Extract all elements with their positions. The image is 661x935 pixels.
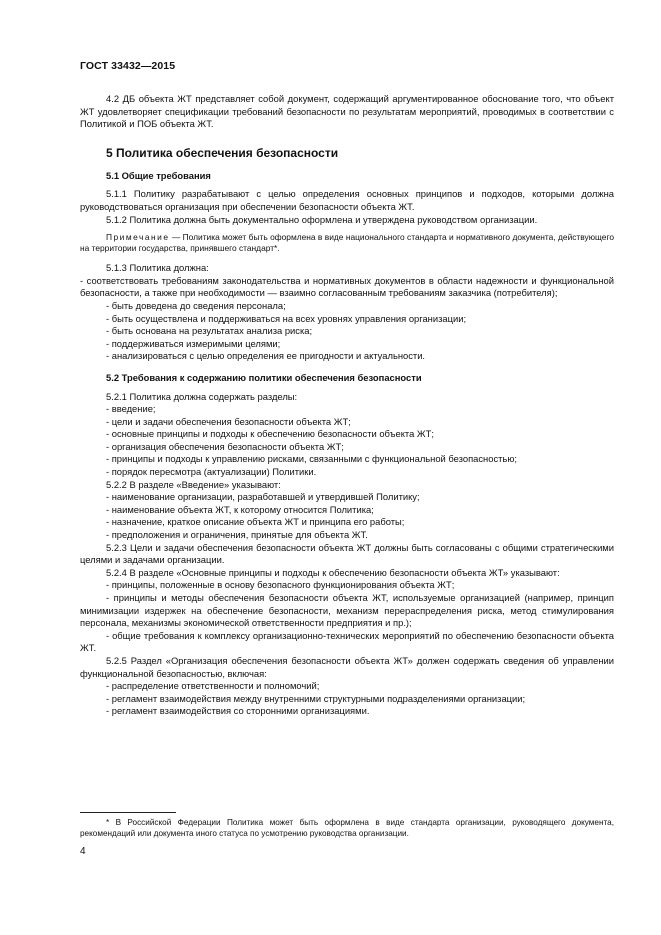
paragraph-5-1-2: 5.1.2 Политика должна быть документально оформлена и утверждена руководством организации. — [106, 213, 538, 225]
paragraph-4-2: 4.2 ДБ объекта ЖТ представляет собой документ, содержащий аргументированное обоснование того, что объект ЖТ удовлетворяет спецификации требований безопасности по результатам мероприятий, проводимых в соответствии с Политикой и ПОБ объекта ЖТ. — [80, 93, 614, 130]
list-item: - порядок пересмотра (актуализации) Политики. — [106, 466, 317, 478]
paragraph-5-2-5: 5.2.5 Раздел «Организация обеспечения безопасности объекта ЖТ» должен содержать сведения об управлении функциональной безопасностью, включая: — [80, 654, 614, 679]
list-item: - поддерживаться измеримыми целями; — [106, 337, 281, 349]
section-5-1-title: 5.1 Общие требования — [106, 169, 211, 181]
list-item: - предположения и ограничения, принятые для объекта ЖТ. — [106, 529, 368, 541]
list-5-2-5 — [80, 680, 614, 718]
paragraph-5-2-3: 5.2.3 Цели и задачи обеспечения безопасности объекта ЖТ должны быть согласованы с общими стратегическими целями и задачами организации. — [80, 541, 614, 566]
list-item: - общие требования к комплексу организационно-технических мероприятий по обеспечению безопасности объекта ЖТ. — [80, 629, 614, 654]
list-item: - анализироваться с целью определения ее пригодности и актуальности. — [106, 350, 426, 362]
list-5-2-1 — [80, 403, 614, 479]
page-body — [80, 93, 614, 718]
list-item: - принципы, положенные в основу безопасного функционирования объекта ЖТ; — [106, 579, 455, 591]
list-item: - основные принципы и подходы к обеспечению безопасности объекта ЖТ; — [106, 428, 434, 440]
list-item: - регламент взаимодействия со сторонними организациями. — [106, 705, 370, 717]
note-label: Примечание — [106, 232, 170, 243]
list-item: - принципы и методы обеспечения безопасности объекта ЖТ, используемые организацией (например, принцип минимизации издержек на обеспечение безопасности, механизм перераспределения риска, метод стимулирования персонала, механизмы экономической ответственности предприятия и пр.); — [80, 592, 614, 629]
list-5-1-3 — [80, 275, 614, 363]
paragraph-5-1-3: 5.1.3 Политика должна: — [106, 262, 209, 274]
footnote: * В Российской Федерации Политика может быть оформлена в виде стандарта организации, руководящего документа, рекомендаций или документа иного статуса по усмотрению руководства организации. — [80, 818, 614, 838]
paragraph-5-2-2: 5.2.2 В разделе «Введение» указывают: — [106, 478, 281, 490]
list-item: - распределение ответственности и полномочий; — [106, 680, 320, 692]
list-item: - быть доведена до сведения персонала; — [106, 299, 286, 311]
section-5-title: 5 Политика обеспечения безопасности — [106, 145, 339, 160]
list-item: - быть осуществлена и поддерживаться на всех уровнях управления организации; — [106, 312, 467, 324]
document-header: ГОСТ 33432—2015 — [80, 60, 176, 72]
paragraph-5-2-4: 5.2.4 В разделе «Основные принципы и подходы к обеспечению безопасности объекта ЖТ» указывают: — [106, 566, 560, 578]
list-item: - быть основана на результатах анализа риска; — [106, 325, 313, 337]
paragraph-5-1-1: 5.1.1 Политику разрабатывают с целью определения основных принципов и подходов, которыми должна руководствоваться организация при обеспечении безопасности объекта ЖТ. — [80, 188, 614, 212]
list-item: - введение; — [106, 403, 156, 415]
paragraph-5-2-1: 5.2.1 Политика должна содержать разделы: — [106, 390, 298, 402]
list-item: - организация обеспечения безопасности объекта ЖТ; — [106, 440, 344, 452]
list-item: - цели и задачи обеспечения безопасности объекта ЖТ; — [106, 415, 351, 427]
footnote-separator — [80, 812, 176, 813]
list-item: - принципы и подходы к управлению рисками, связанными с функциональной безопасностью; — [106, 453, 517, 465]
page-number: 4 — [80, 846, 86, 857]
section-5-2-title: 5.2 Требования к содержанию политики обеспечения безопасности — [106, 371, 422, 383]
list-item: - регламент взаимодействия между внутренними структурными подразделениями организации; — [106, 692, 526, 704]
list-item: - назначение, краткое описание объекта ЖТ и принципа его работы; — [106, 516, 405, 528]
list-5-2-4 — [80, 579, 614, 655]
list-item: - соответствовать требованиям законодательства и нормативных документов в области надежности и функциональной безопасности, а также при необходимости — взаимно согласованным требованиям заказчика (потребителя); — [80, 274, 614, 299]
note — [80, 232, 614, 254]
list-5-2-2 — [80, 491, 614, 541]
list-item: - наименование организации, разработавшей и утвердившей Политику; — [106, 491, 420, 503]
note-text: — Политика может быть оформлена в виде национального стандарта и нормативного документа, действующего на территории государства, принявшего стандарт*. — [80, 232, 614, 254]
list-item: - наименование объекта ЖТ, к которому относится Политика; — [106, 503, 374, 515]
